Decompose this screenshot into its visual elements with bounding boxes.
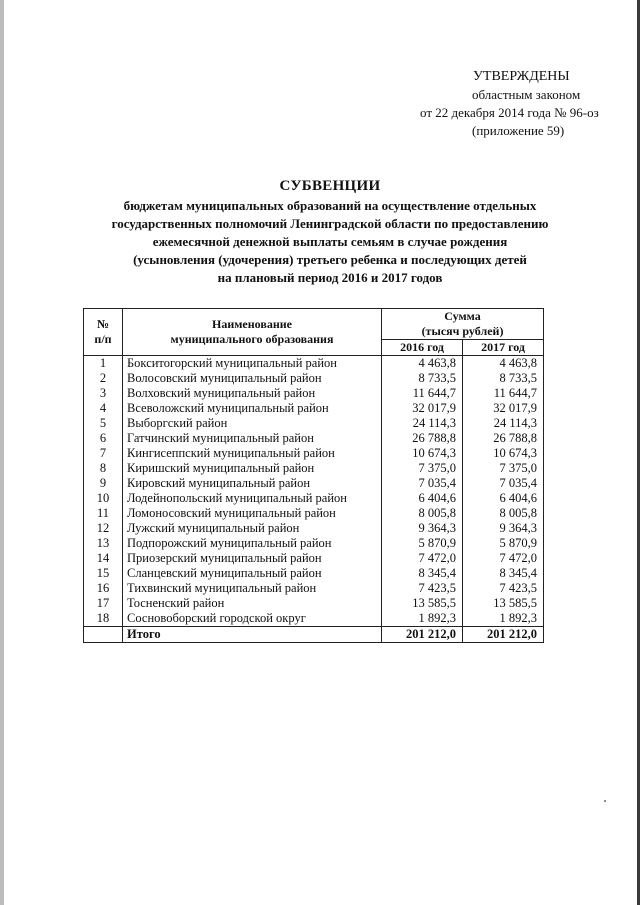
row-number: 6 [84, 431, 123, 446]
table-row [84, 611, 544, 627]
value-2017: 8 733,5 [463, 371, 544, 386]
table-row [84, 446, 544, 461]
value-2016: 11 644,7 [382, 386, 463, 401]
header-municipality [123, 309, 382, 356]
document-title [80, 178, 580, 287]
municipality-name: Тихвинский муниципальный район [123, 581, 382, 596]
value-2016: 13 585,5 [382, 596, 463, 611]
row-number: 18 [84, 611, 123, 627]
title-line: (усыновления (удочерения) третьего ребенка и последующих детей [133, 252, 527, 267]
row-number: 9 [84, 476, 123, 491]
value-2016: 7 035,4 [382, 476, 463, 491]
value-2016: 26 788,8 [382, 431, 463, 446]
value-2017: 7 375,0 [463, 461, 544, 476]
value-2017: 4 463,8 [463, 356, 544, 372]
title-main: СУБВЕНЦИИ [279, 178, 381, 194]
total-2016: 201 212,0 [382, 627, 463, 643]
value-2017: 7 472,0 [463, 551, 544, 566]
value-2016: 7 375,0 [382, 461, 463, 476]
table-row [84, 536, 544, 551]
table-row [84, 431, 544, 446]
table-row [84, 386, 544, 401]
header-sum-line1: Сумма [444, 309, 481, 323]
municipality-name: Ломоносовский муниципальный район [123, 506, 382, 521]
scan-speck [604, 800, 606, 802]
value-2016: 7 472,0 [382, 551, 463, 566]
total-2017: 201 212,0 [463, 627, 544, 643]
row-number: 12 [84, 521, 123, 536]
header-number-line2: п/п [94, 332, 112, 346]
table-row [84, 356, 544, 372]
title-line: бюджетам муниципальных образований на осуществление отдельных [123, 198, 537, 213]
value-2017: 10 674,3 [463, 446, 544, 461]
table-row [84, 371, 544, 386]
table-row [84, 581, 544, 596]
title-line: государственных полномочий Ленинградской области по предоставлению [111, 216, 549, 231]
value-2016: 7 423,5 [382, 581, 463, 596]
header-number-line1: № [96, 317, 110, 331]
row-number: 16 [84, 581, 123, 596]
value-2017: 5 870,9 [463, 536, 544, 551]
value-2016: 10 674,3 [382, 446, 463, 461]
row-number: 13 [84, 536, 123, 551]
value-2016: 1 892,3 [382, 611, 463, 627]
municipality-name: Сосновоборский городской округ [123, 611, 382, 627]
value-2016: 32 017,9 [382, 401, 463, 416]
table-row [84, 476, 544, 491]
table-body [84, 356, 544, 627]
municipality-name: Волосовский муниципальный район [123, 371, 382, 386]
value-2016: 4 463,8 [382, 356, 463, 372]
row-number: 11 [84, 506, 123, 521]
value-2017: 32 017,9 [463, 401, 544, 416]
municipality-name: Бокситогорский муниципальный район [123, 356, 382, 372]
value-2016: 8 733,5 [382, 371, 463, 386]
value-2017: 13 585,5 [463, 596, 544, 611]
value-2016: 5 870,9 [382, 536, 463, 551]
value-2017: 1 892,3 [463, 611, 544, 627]
header-year-2017: 2017 год [463, 340, 544, 356]
header-municipality-line2: муниципального образования [170, 332, 334, 346]
header-sum-line2: (тысяч рублей) [421, 324, 504, 338]
row-number: 2 [84, 371, 123, 386]
row-number: 1 [84, 356, 123, 372]
table-row [84, 506, 544, 521]
value-2017: 6 404,6 [463, 491, 544, 506]
value-2016: 24 114,3 [382, 416, 463, 431]
table-row [84, 596, 544, 611]
row-number: 10 [84, 491, 123, 506]
header-number [84, 309, 123, 356]
value-2017: 26 788,8 [463, 431, 544, 446]
municipality-name: Тосненский район [123, 596, 382, 611]
value-2017: 8 005,8 [463, 506, 544, 521]
approval-law: областным законом [472, 87, 581, 102]
value-2016: 8 005,8 [382, 506, 463, 521]
header-sum [382, 309, 544, 340]
municipality-name: Подпорожский муниципальный район [123, 536, 382, 551]
title-line: на плановый период 2016 и 2017 годов [217, 270, 443, 285]
municipality-name: Гатчинский муниципальный район [123, 431, 382, 446]
title-line: ежемесячной денежной выплаты семьям в случае рождения [152, 234, 508, 249]
municipality-name: Всеволожский муниципальный район [123, 401, 382, 416]
total-label: Итого [123, 627, 382, 643]
total-row [84, 627, 544, 643]
page-edge-shadow [0, 0, 4, 905]
table-row [84, 461, 544, 476]
value-2016: 8 345,4 [382, 566, 463, 581]
value-2017: 11 644,7 [463, 386, 544, 401]
header-year-2016: 2016 год [382, 340, 463, 356]
municipality-name: Волховский муниципальный район [123, 386, 382, 401]
total-number-cell [84, 627, 123, 643]
approval-stamp [420, 68, 599, 140]
municipality-name: Лужский муниципальный район [123, 521, 382, 536]
header-municipality-line1: Наименование [212, 317, 292, 331]
approval-date: от 22 декабря 2014 года № 96-оз [420, 105, 599, 120]
table-row [84, 401, 544, 416]
value-2017: 7 035,4 [463, 476, 544, 491]
value-2017: 24 114,3 [463, 416, 544, 431]
approval-appendix: (приложение 59) [472, 123, 565, 138]
municipality-name: Приозерский муниципальный район [123, 551, 382, 566]
row-number: 14 [84, 551, 123, 566]
row-number: 15 [84, 566, 123, 581]
row-number: 17 [84, 596, 123, 611]
subsidy-table [83, 308, 544, 643]
value-2016: 9 364,3 [382, 521, 463, 536]
row-number: 5 [84, 416, 123, 431]
row-number: 8 [84, 461, 123, 476]
value-2016: 6 404,6 [382, 491, 463, 506]
subsidy-table-wrapper [83, 308, 544, 643]
table-row [84, 566, 544, 581]
table-row [84, 521, 544, 536]
municipality-name: Кировский муниципальный район [123, 476, 382, 491]
approval-heading: УТВЕРЖДЕНЫ [473, 69, 570, 84]
row-number: 4 [84, 401, 123, 416]
row-number: 3 [84, 386, 123, 401]
table-row [84, 551, 544, 566]
municipality-name: Выборгский район [123, 416, 382, 431]
municipality-name: Киришский муниципальный район [123, 461, 382, 476]
table-row [84, 491, 544, 506]
municipality-name: Кингисеппский муниципальный район [123, 446, 382, 461]
value-2017: 9 364,3 [463, 521, 544, 536]
value-2017: 7 423,5 [463, 581, 544, 596]
row-number: 7 [84, 446, 123, 461]
municipality-name: Лодейнопольский муниципальный район [123, 491, 382, 506]
table-row [84, 416, 544, 431]
municipality-name: Сланцевский муниципальный район [123, 566, 382, 581]
value-2017: 8 345,4 [463, 566, 544, 581]
